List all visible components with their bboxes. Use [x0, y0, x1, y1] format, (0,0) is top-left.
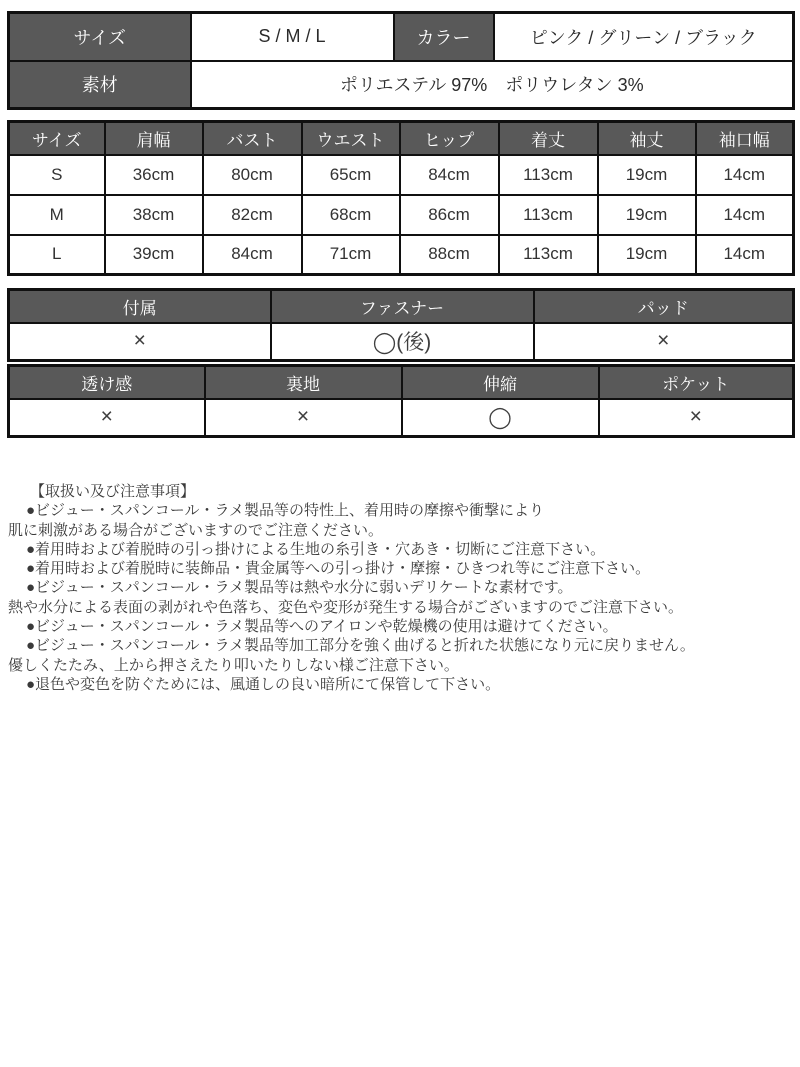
- care-note-line: ●ビジュー・スパンコール・ラメ製品等へのアイロンや乾燥機の使用は避けてください。: [26, 618, 618, 636]
- value-sheerness: ×: [9, 399, 205, 437]
- cell-cuff: 14cm: [696, 195, 794, 235]
- cell-sleeve: 19cm: [598, 195, 696, 235]
- cell-bust: 80cm: [203, 155, 302, 195]
- care-note-line: ●着用時および着脱時に装飾品・貴金属等への引っ掛け・摩擦・ひきつれ等にご注意下さい。: [26, 560, 651, 578]
- care-note-line: ●ビジュー・スパンコール・ラメ製品等の特性上、着用時の摩擦や衝撃により: [26, 502, 545, 520]
- value-fastener: ◯(後): [271, 323, 534, 361]
- cell-cuff: 14cm: [696, 155, 794, 195]
- cell-size: M: [9, 195, 105, 235]
- cell-hip: 86cm: [400, 195, 499, 235]
- color-value-cell: ピンク / グリーン / ブラック: [494, 13, 794, 61]
- cell-bust: 82cm: [203, 195, 302, 235]
- header-shoulder-width: 肩幅: [105, 122, 203, 155]
- header-hip: ヒップ: [400, 122, 499, 155]
- care-note-line: ●ビジュー・スパンコール・ラメ製品等加工部分を強く曲げると折れた状態になり元に戻りません。: [26, 637, 695, 655]
- value-lining: ×: [205, 399, 402, 437]
- size-value-cell: S / M / L: [191, 13, 394, 61]
- care-note-line: 熱や水分による表面の剥がれや色落ち、変色や変形が発生する場合がございますのでご注意下さい。: [8, 598, 684, 616]
- value-stretch: ◯: [402, 399, 599, 437]
- header-size: サイズ: [9, 122, 105, 155]
- header-sheerness: 透け感: [9, 366, 205, 399]
- size-row-m: [9, 195, 794, 235]
- header-bust: バスト: [203, 122, 302, 155]
- spec-row-material: [9, 61, 794, 109]
- size-row-s: [9, 155, 794, 195]
- cell-waist: 65cm: [302, 155, 400, 195]
- header-fastener: ファスナー: [271, 290, 534, 323]
- header-cuff-width: 袖口幅: [696, 122, 794, 155]
- spec-summary-table: [7, 11, 795, 110]
- care-note-line: 優しくたたみ、上から押さえたり叩いたりしない様ご注意下さい。: [8, 656, 459, 674]
- feature-a-value-row: [9, 323, 794, 361]
- cell-bust: 84cm: [203, 235, 302, 275]
- header-sleeve-length: 袖丈: [598, 122, 696, 155]
- cell-shoulder: 38cm: [105, 195, 203, 235]
- care-note-line: 肌に刺激がある場合がございますのでご注意ください。: [8, 521, 384, 539]
- cell-shoulder: 36cm: [105, 155, 203, 195]
- care-note-line: ●着用時および着脱時の引っ掛けによる生地の糸引き・穴あき・切断にご注意下さい。: [26, 540, 606, 558]
- header-length: 着丈: [499, 122, 598, 155]
- material-value-cell: ポリエステル 97% ポリウレタン 3%: [191, 61, 794, 109]
- header-waist: ウエスト: [302, 122, 400, 155]
- color-label-cell: カラー: [394, 13, 494, 61]
- cell-length: 113cm: [499, 195, 598, 235]
- cell-length: 113cm: [499, 235, 598, 275]
- cell-waist: 68cm: [302, 195, 400, 235]
- feature-table-accessories: [7, 288, 795, 362]
- feature-a-header-row: [9, 290, 794, 323]
- header-stretch: 伸縮: [402, 366, 599, 399]
- feature-b-header-row: [9, 366, 794, 399]
- cell-waist: 71cm: [302, 235, 400, 275]
- cell-hip: 84cm: [400, 155, 499, 195]
- care-note-line: ●退色や変色を防ぐためには、風通しの良い暗所にて保管して下さい。: [26, 675, 501, 693]
- care-notes-block: [0, 482, 800, 694]
- header-pad: パッド: [534, 290, 794, 323]
- size-label-cell: サイズ: [9, 13, 191, 61]
- material-label-cell: 素材: [9, 61, 191, 109]
- cell-size: S: [9, 155, 105, 195]
- care-note-line: ●ビジュー・スパンコール・ラメ製品等は熱や水分に弱いデリケートな素材です。: [26, 579, 573, 597]
- cell-size: L: [9, 235, 105, 275]
- header-pocket: ポケット: [599, 366, 794, 399]
- cell-cuff: 14cm: [696, 235, 794, 275]
- size-table-header-row: [9, 122, 794, 155]
- value-accessories: ×: [9, 323, 271, 361]
- header-lining: 裏地: [205, 366, 402, 399]
- feature-table-fabric: [7, 364, 795, 438]
- cell-length: 113cm: [499, 155, 598, 195]
- value-pocket: ×: [599, 399, 794, 437]
- size-row-l: [9, 235, 794, 275]
- header-accessories: 付属: [9, 290, 271, 323]
- cell-sleeve: 19cm: [598, 235, 696, 275]
- spec-row-size-color: [9, 13, 794, 61]
- size-measurements-table: [7, 120, 795, 276]
- cell-shoulder: 39cm: [105, 235, 203, 275]
- care-notes-title: 【取扱い及び注意事項】: [30, 483, 196, 500]
- cell-hip: 88cm: [400, 235, 499, 275]
- cell-sleeve: 19cm: [598, 155, 696, 195]
- feature-b-value-row: [9, 399, 794, 437]
- value-pad: ×: [534, 323, 794, 361]
